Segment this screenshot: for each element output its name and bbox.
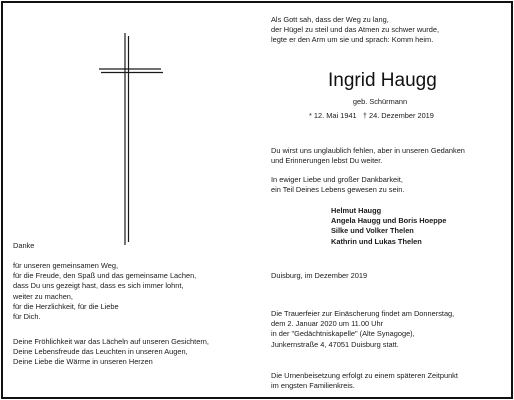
message-line: ein Teil Deines Lebens gewesen zu sein. — [271, 185, 405, 195]
urn-line: Die Urnenbeisetzung erfolgt zu einem späteren Zeitpunkt — [271, 371, 458, 380]
message-missed — [271, 146, 465, 166]
deceased-name: Ingrid Haugg — [328, 70, 437, 91]
cross-icon — [99, 33, 163, 245]
thanks-line: für die Herzlichkeit, für die Liebe — [13, 301, 119, 311]
urn-info — [271, 371, 458, 391]
closing-line: Deine Lebensfreude das Leuchten in unseren Augen, — [13, 347, 188, 357]
funeral-line: in der "Gedächtniskapelle" (Alte Synagoge), — [271, 329, 415, 339]
thanks-text — [13, 261, 196, 322]
thanks-line: weiter zu machen, — [13, 291, 73, 301]
family-member: Silke und Volker Thelen — [331, 226, 414, 236]
thanks-line: für unseren gemeinsamen Weg, — [13, 261, 119, 270]
message-line: In ewiger Liebe und großer Dankbarkeit, — [271, 175, 403, 184]
family-member: Kathrin und Lukas Thelen — [331, 236, 422, 246]
birth-name: geb. Schürmann — [352, 97, 408, 106]
poem-line: legte er den Arm um sie und sprach: Komm heim. — [271, 35, 434, 45]
life-dates: * 12. Mai 1941 † 24. Dezember 2019 — [309, 111, 434, 120]
family-member: Helmut Haugg — [331, 206, 382, 215]
urn-line: im engsten Familienkreis. — [271, 381, 355, 391]
thanks-line: für Dich. — [13, 312, 41, 322]
funeral-line: dem 2. Januar 2020 um 11.00 Uhr — [271, 319, 384, 329]
message-line: Du wirst uns unglaublich fehlen, aber in unseren Gedanken — [271, 146, 465, 155]
closing-line: Deine Liebe die Wärme in unseren Herzen — [13, 357, 153, 367]
poem-line: der Hügel zu steil und das Atmen zu schwer wurde, — [271, 25, 440, 35]
obituary-notice — [1, 1, 513, 399]
thanks-title: Danke — [13, 241, 35, 250]
closing-line: Deine Fröhlichkeit war das Lächeln auf unseren Gesichtern, — [13, 337, 209, 346]
funeral-line: Junkernstraße 4, 47051 Duisburg statt. — [271, 339, 399, 349]
funeral-info — [271, 309, 454, 350]
message-gratitude — [271, 175, 404, 195]
family-signatures — [331, 206, 446, 247]
place-date: Duisburg, im Dezember 2019 — [271, 271, 368, 280]
family-member: Angela Haugg und Boris Hoeppe — [331, 216, 447, 226]
message-line: und Erinnerungen lebst Du weiter. — [271, 156, 383, 166]
funeral-line: Die Trauerfeier zur Einäscherung findet am Donnerstag, — [271, 309, 455, 318]
poem — [271, 15, 439, 46]
poem-line: Als Gott sah, dass der Weg zu lang, — [271, 15, 389, 24]
thanks-line: für die Freude, den Spaß und das gemeinsame Lachen, — [13, 271, 197, 281]
closing-text — [13, 337, 209, 368]
thanks-line: dass Du uns gezeigt hast, dass es sich immer lohnt, — [13, 281, 184, 291]
